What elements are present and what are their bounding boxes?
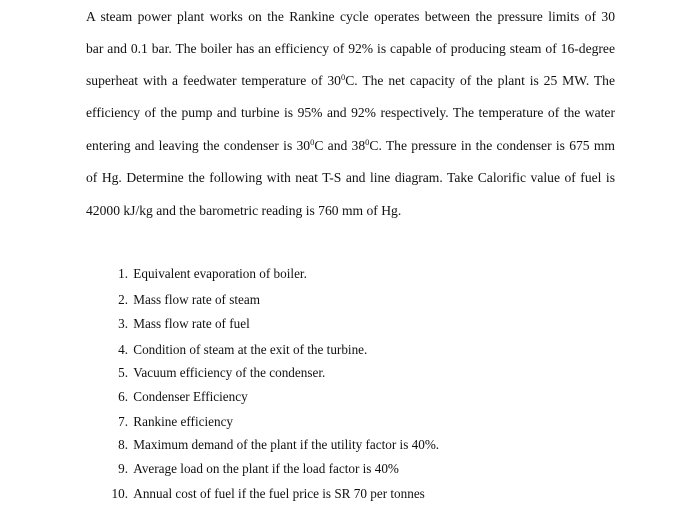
problem-line-6-text: of Hg. Determine the following with neat T-S and line diagram. Take Calorific value of fuel is: [86, 170, 615, 185]
list-item-text: Average load on the plant if the load factor is 40%: [133, 461, 399, 476]
problem-line-1: [86, 9, 615, 25]
list-item: [104, 264, 307, 284]
degree-superscript: 0: [340, 72, 346, 82]
list-item: [104, 290, 260, 310]
list-item-number: 8.: [118, 437, 128, 452]
list-item: [104, 484, 425, 504]
list-item-text: Mass flow rate of fuel: [133, 316, 250, 331]
problem-line-5: [86, 138, 615, 154]
list-item-number: 1.: [118, 266, 128, 281]
list-item-text: Vacuum efficiency of the condenser.: [133, 365, 326, 380]
list-item-number: 4.: [118, 342, 128, 357]
list-item: [104, 314, 250, 334]
problem-line-2: [86, 41, 615, 57]
list-item-text: Annual cost of fuel if the fuel price is SR 70 per tonnes: [133, 486, 425, 501]
list-item-text: Condenser Efficiency: [133, 389, 248, 404]
problem-line-3-text-b: C. The net capacity of the plant is 25 MW. The: [345, 73, 615, 88]
problem-line-3-text-a: superheat with a feedwater temperature of 30: [86, 73, 341, 88]
list-item-text: Rankine efficiency: [133, 414, 234, 429]
list-item-number: 5.: [118, 365, 128, 380]
problem-line-5-text-b: C and 38: [314, 138, 366, 153]
problem-line-7: [86, 203, 401, 219]
list-item: [104, 387, 248, 407]
problem-line-3: [86, 73, 615, 89]
list-item-number: 6.: [118, 389, 128, 404]
list-item-text: Maximum demand of the plant if the utility factor is 40%.: [133, 437, 440, 452]
list-item-text: Equivalent evaporation of boiler.: [133, 266, 307, 281]
problem-line-4-text: efficiency of the pump and turbine is 95% and 92% respectively. The temperature of the water: [86, 105, 615, 120]
list-item-number: 7.: [118, 414, 128, 429]
list-item: [104, 340, 367, 360]
degree-superscript: 0: [365, 137, 370, 147]
problem-line-6: [86, 170, 615, 186]
degree-superscript: 0: [310, 137, 315, 147]
list-item-text: Condition of steam at the exit of the turbine.: [133, 342, 368, 357]
list-item: [104, 363, 325, 383]
list-item: [104, 459, 399, 479]
problem-line-1-text: A steam power plant works on the Rankine cycle operates between the pressure limits of 30: [86, 9, 615, 24]
list-item-number: 10.: [111, 486, 128, 501]
problem-line-4: [86, 105, 615, 121]
problem-line-5-text-c: C. The pressure in the condenser is 675 mm: [369, 138, 615, 153]
problem-line-2-text: bar and 0.1 bar. The boiler has an efficiency of 92% is capable of producing steam of 16-degree: [86, 41, 615, 56]
problem-line-7-text: 42000 kJ/kg and the barometric reading is 760 mm of Hg.: [86, 203, 402, 218]
list-item: [104, 412, 233, 432]
list-item-text: Mass flow rate of steam: [133, 292, 261, 307]
problem-line-5-text-a: entering and leaving the condenser is 30: [86, 138, 311, 153]
list-item: [104, 435, 439, 455]
list-item-number: 3.: [118, 316, 128, 331]
list-item-number: 2.: [118, 292, 128, 307]
list-item-number: 9.: [118, 461, 128, 476]
